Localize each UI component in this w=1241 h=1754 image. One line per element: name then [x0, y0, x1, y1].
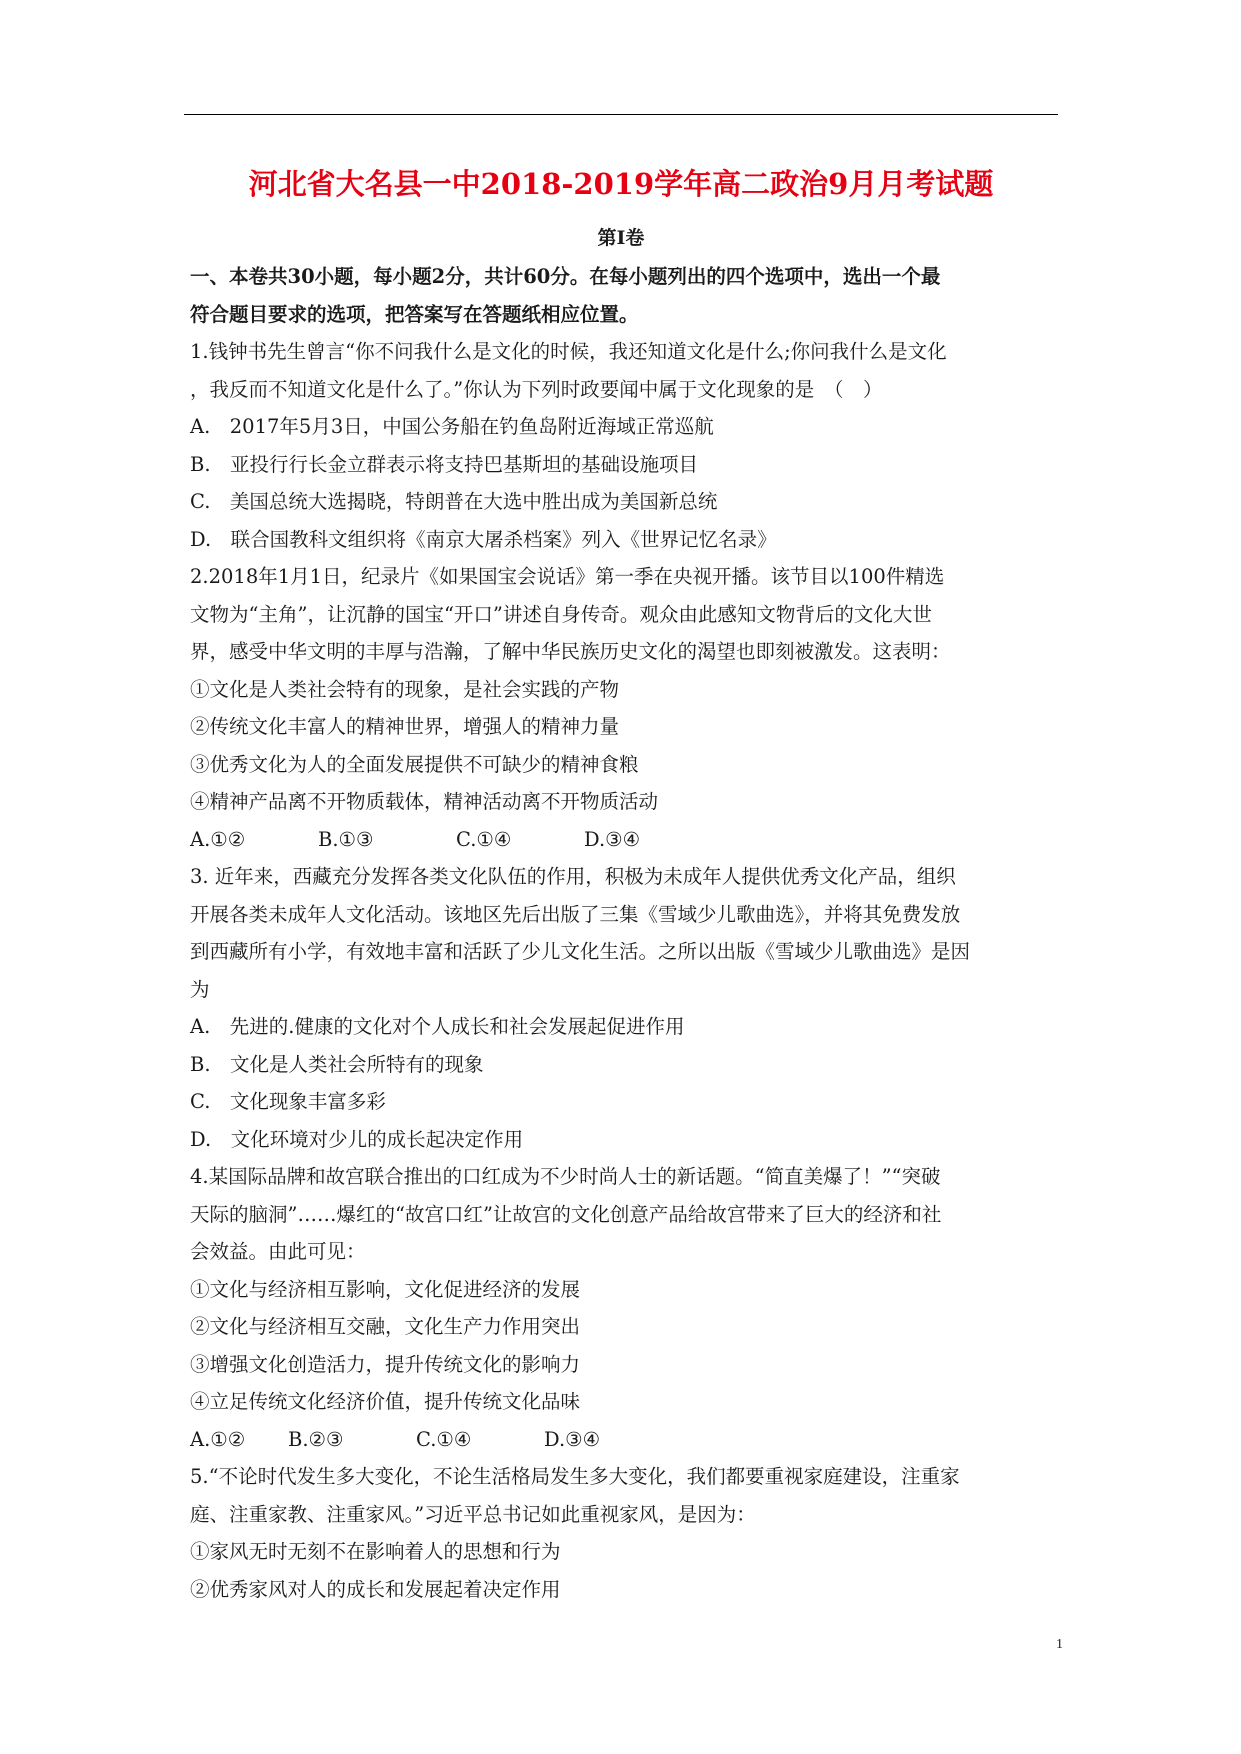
answer-option: B.①③ — [318, 827, 374, 851]
page-number: 1 — [1056, 1637, 1063, 1652]
question-stem: 4.某国际品牌和故宫联合推出的口红成为不少时尚人士的新话题。“简直美爆了！”“突破 — [190, 1165, 941, 1188]
question-stem: 3. 近年来，西藏充分发挥各类文化队伍的作用，积极为未成年人提供优秀文化产品，组织 — [190, 865, 956, 888]
answer-option: A.①② — [190, 827, 246, 851]
question-stem: 文物为“主角”，让沉静的国宝“开口”讲述自身传奇。观众由此感知文物背后的文化大世 — [190, 602, 932, 626]
header-rule — [184, 114, 1058, 115]
question-stem: ，我反而不知道文化是什么了。”你认为下列时政要闻中属于文化现象的是 （ ） — [190, 377, 883, 401]
answer-option: A. 先进的.健康的文化对个人成长和社会发展起促进作用 — [190, 1015, 685, 1038]
question-stem: 天际的脑洞”……爆红的“故宫口红”让故宫的文化创意产品给故宫带来了巨大的经济和社 — [190, 1202, 942, 1226]
question-stem: 庭、注重家教、注重家风。”习近平总书记如此重视家风，是因为： — [190, 1502, 756, 1526]
statement-item: ④精神产品离不开物质载体，精神活动离不开物质活动 — [190, 790, 659, 813]
question-stem: 开展各类未成年人文化活动。该地区先后出版了三集《雪域少儿歌曲选》，并将其免费发放 — [190, 902, 961, 926]
answer-options-row — [190, 1421, 1052, 1459]
answer-option: A. 2017年5月3日，中国公务船在钓鱼岛附近海域正常巡航 — [190, 415, 714, 438]
answer-option: D.③④ — [584, 827, 641, 851]
question-stem: 5.“不论时代发生多大变化，不论生活格局发生多大变化，我们都要重视家庭建设，注重家 — [190, 1465, 960, 1488]
question-stem: 会效益。由此可见： — [190, 1240, 366, 1263]
section-heading: 第Ⅰ卷 — [597, 227, 645, 249]
statement-item: ③优秀文化为人的全面发展提供不可缺少的精神食粮 — [190, 752, 639, 776]
statement-item: ②文化与经济相互交融，文化生产力作用突出 — [190, 1315, 581, 1338]
answer-option: D. 联合国教科文组织将《南京大屠杀档案》列入《世界记忆名录》 — [190, 527, 777, 551]
answer-option: C.①④ — [456, 827, 512, 851]
statement-item: ②传统文化丰富人的精神世界，增强人的精神力量 — [190, 715, 620, 738]
answer-option: D. 文化环境对少儿的成长起决定作用 — [190, 1127, 524, 1151]
answer-option: B. 文化是人类社会所特有的现象 — [190, 1052, 484, 1076]
question-stem: 2.2018年1月1日，纪录片《如果国宝会说话》第一季在央视开播。该节目以100件精选 — [190, 565, 945, 588]
question-stem: 界，感受中华文明的丰厚与浩瀚，了解中华民族历史文化的渴望也即刻被激发。这表明： — [190, 640, 951, 663]
answer-options-row — [190, 821, 1052, 859]
statement-item: ①家风无时无刻不在影响着人的思想和行为 — [190, 1540, 561, 1563]
statement-item: ④立足传统文化经济价值，提升传统文化品味 — [190, 1390, 581, 1413]
instructions-line: 一、本卷共30小题，每小题2分，共计60分。在每小题列出的四个选项中，选出一个最 — [190, 265, 941, 288]
answer-option: D.③④ — [544, 1427, 601, 1451]
answer-option: B.②③ — [288, 1427, 344, 1451]
answer-option: B. 亚投行行长金立群表示将支持巴基斯坦的基础设施项目 — [190, 452, 699, 476]
question-stem: 为 — [190, 977, 210, 1001]
answer-option: C. 美国总统大选揭晓，特朗普在大选中胜出成为美国新总统 — [190, 490, 718, 513]
statement-item: ①文化是人类社会特有的现象，是社会实践的产物 — [190, 677, 620, 701]
statement-item: ②优秀家风对人的成长和发展起着决定作用 — [190, 1577, 561, 1601]
question-stem: 1.钱钟书先生曾言“你不问我什么是文化的时候，我还知道文化是什么;你问我什么是文化 — [190, 340, 947, 363]
document-body — [190, 258, 1052, 1608]
statement-item: ③增强文化创造活力，提升传统文化的影响力 — [190, 1352, 581, 1376]
statement-item: ①文化与经济相互影响，文化促进经济的发展 — [190, 1277, 581, 1301]
answer-option: C. 文化现象丰富多彩 — [190, 1090, 386, 1113]
answer-option: C.①④ — [416, 1427, 472, 1451]
page-title: 河北省大名县一中2018-2019学年高二政治9月月考试题 — [248, 167, 994, 201]
instructions-line: 符合题目要求的选项，把答案写在答题纸相应位置。 — [190, 302, 639, 326]
question-stem: 到西藏所有小学，有效地丰富和活跃了少儿文化生活。之所以出版《雪域少儿歌曲选》是因 — [190, 940, 971, 963]
answer-option: A.①② — [190, 1427, 246, 1451]
